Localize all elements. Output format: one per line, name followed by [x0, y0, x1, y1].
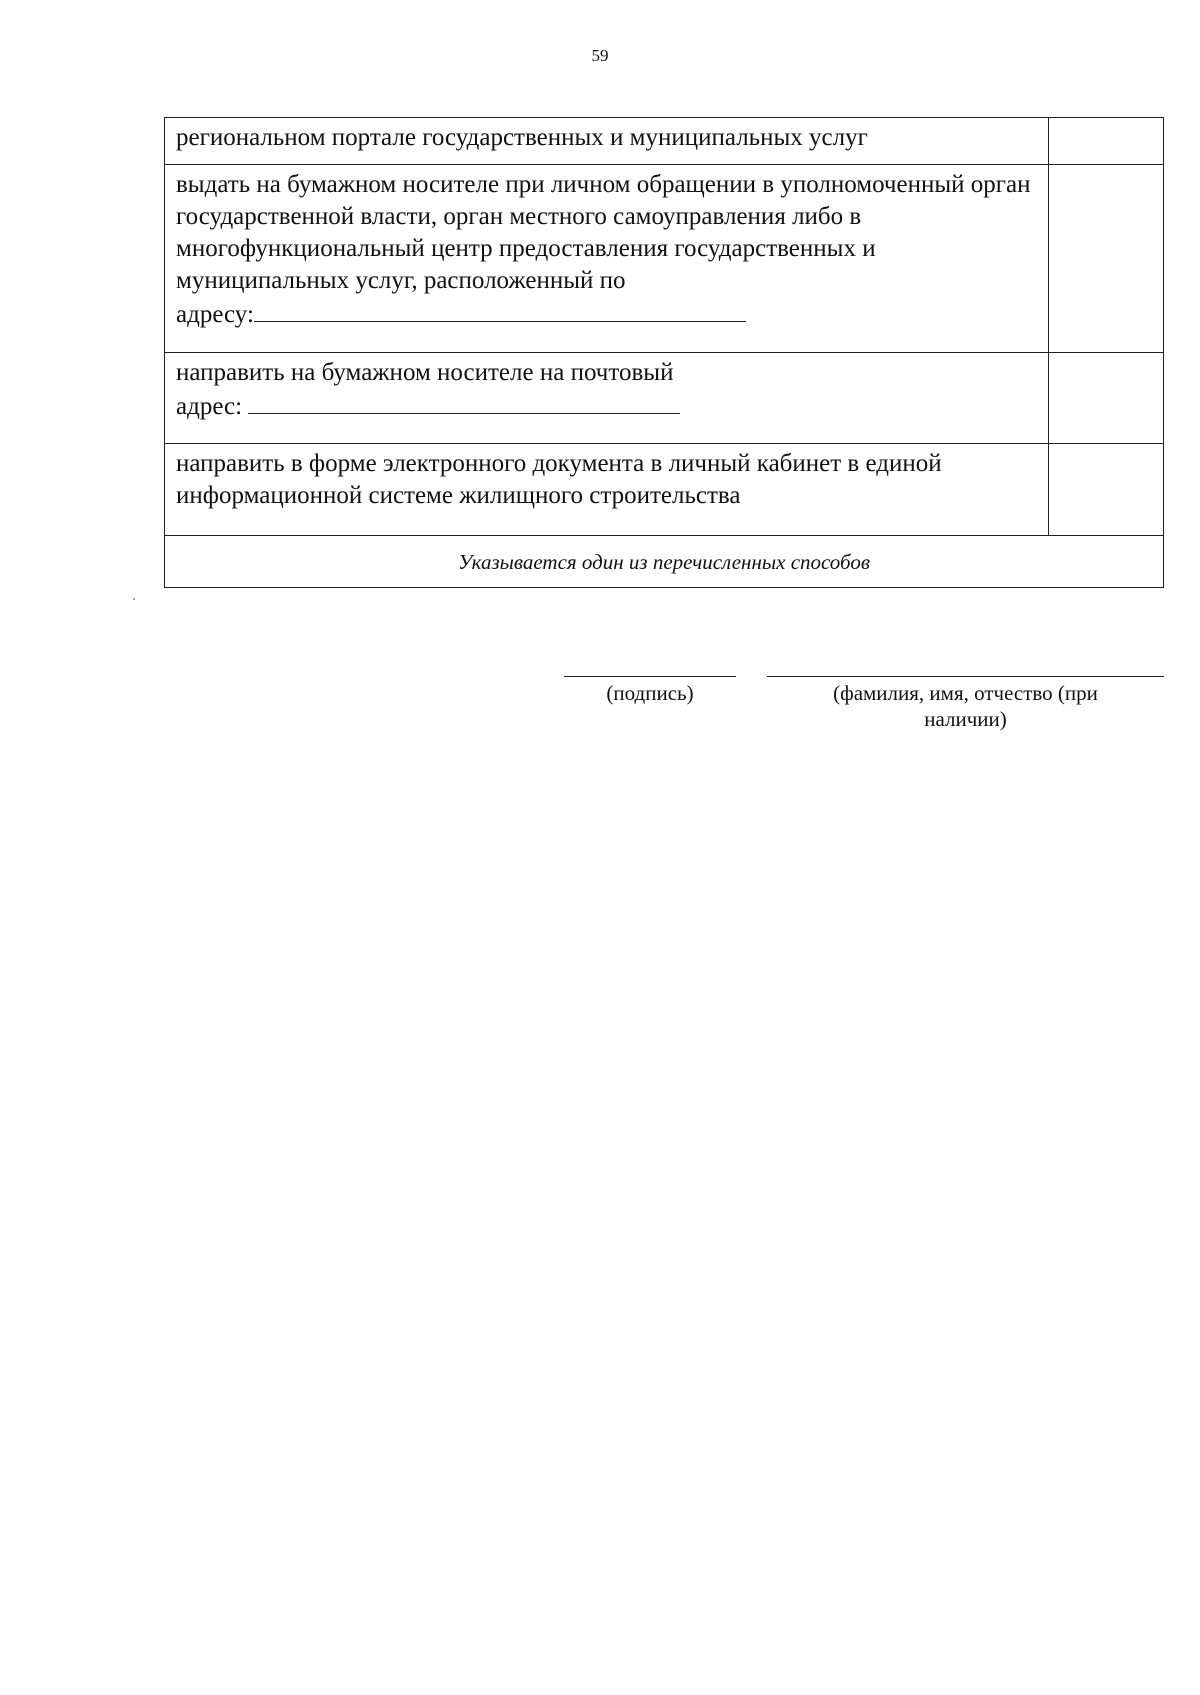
delivery-method-table	[164, 117, 1164, 588]
full-name-block	[767, 676, 1164, 732]
scan-speck	[133, 598, 135, 600]
option-label: выдать на бумажном носителе при личном обращении в уполномоченный орган государственной власти, орган местного самоуправления либо в многофункциональный центр предоставления государственных и муниципальных услуг, расположенный по	[176, 171, 1031, 294]
option-text	[165, 165, 1049, 353]
option-text	[165, 118, 1049, 165]
page-number: 59	[591, 46, 609, 65]
option-label: региональном портале государственных и муниципальных услуг	[176, 124, 868, 151]
option-checkbox-cell[interactable]	[1049, 353, 1164, 444]
postal-address-field-label: адрес:	[176, 393, 243, 420]
signature-block	[564, 676, 736, 706]
option-text	[165, 444, 1049, 536]
table-row	[165, 118, 1164, 165]
table-row	[165, 536, 1164, 588]
address-field-label: адресу:	[176, 301, 254, 328]
postal-address-blank-line[interactable]	[248, 389, 680, 414]
address-blank-line[interactable]	[254, 297, 746, 322]
option-text	[165, 353, 1049, 444]
option-checkbox-cell[interactable]	[1049, 165, 1164, 353]
option-label: направить на бумажном носителе на почтовый	[176, 359, 674, 386]
table-note: Указывается один из перечисленных способов	[165, 536, 1164, 588]
signature-caption: (подпись)	[606, 681, 694, 705]
table-row	[165, 165, 1164, 353]
table-row	[165, 444, 1164, 536]
option-label: направить в форме электронного документа в личный кабинет в единой информационной системе жилищного строительства	[176, 450, 942, 509]
table-row	[165, 353, 1164, 444]
full-name-line[interactable]	[767, 676, 1164, 677]
full-name-caption: (фамилия, имя, отчество (при наличии)	[833, 681, 1098, 731]
signature-line[interactable]	[564, 676, 736, 677]
option-checkbox-cell[interactable]	[1049, 118, 1164, 165]
option-checkbox-cell[interactable]	[1049, 444, 1164, 536]
